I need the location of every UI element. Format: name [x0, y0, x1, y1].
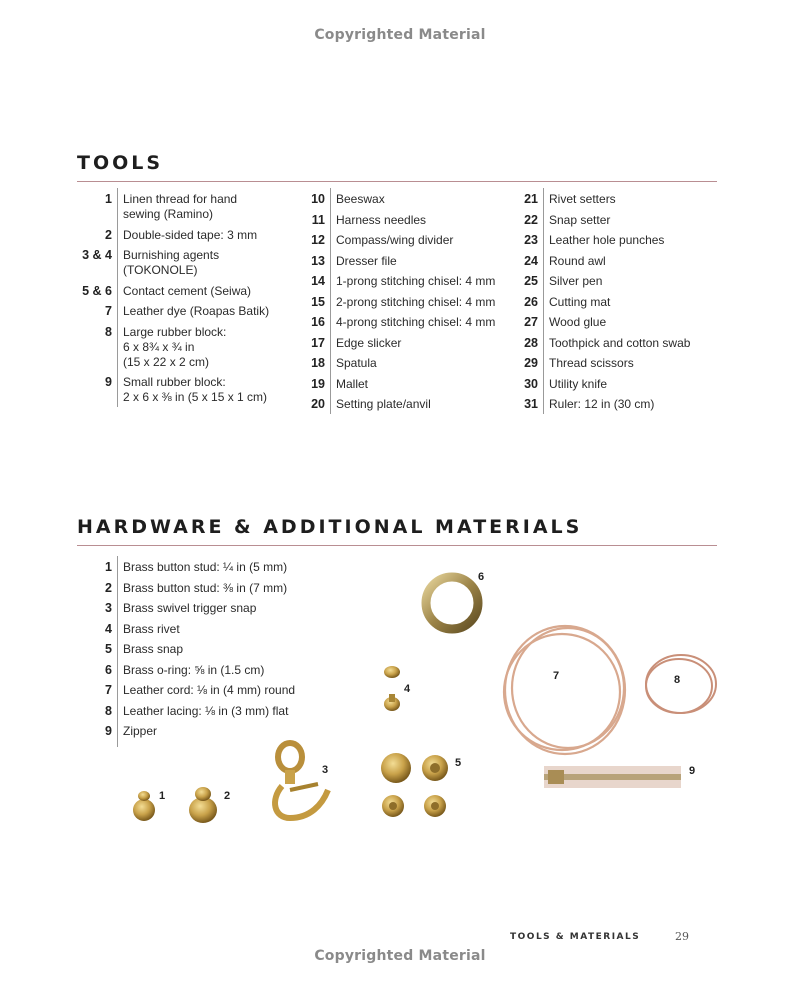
rivet-icon: [384, 666, 400, 711]
leather-lacing-icon: [646, 655, 716, 713]
tools-item-text: Rivet setters: [549, 192, 616, 206]
tools-item-number: 10: [311, 192, 325, 206]
tools-item-number: 31: [524, 397, 538, 411]
button-stud-small-icon: [133, 791, 155, 821]
hardware-heading: HARDWARE & ADDITIONAL MATERIALS: [77, 516, 583, 538]
hardware-item-number: 4: [105, 621, 112, 636]
tools-item-text: Thread scissors: [549, 356, 634, 370]
tools-item-text: 2-prong stitching chisel: 4 mm: [336, 294, 496, 309]
footer-section-label: TOOLS & MATERIALS: [510, 932, 641, 942]
hardware-item-number: 5: [105, 642, 112, 656]
tools-item-text: Leather hole punches: [549, 233, 665, 247]
callout-1: 1: [159, 790, 166, 802]
tools-heading: TOOLS: [77, 152, 164, 174]
hardware-item-number: 7: [105, 683, 112, 697]
tools-item-number: 21: [524, 192, 538, 206]
tools-item-number: 8: [105, 324, 112, 339]
hardware-item-text: Brass o-ring: ⅝ in (1.5 cm): [123, 662, 265, 677]
tools-item-text: Compass/wing divider: [336, 233, 454, 247]
tools-item-text: Contact cement (Seiwa): [123, 283, 252, 298]
callout-3: 3: [322, 764, 329, 776]
hardware-item-number: 9: [105, 724, 112, 738]
o-ring-icon: [426, 577, 478, 629]
tools-item-text: Beeswax: [336, 192, 385, 206]
tools-item-text: Cutting mat: [549, 294, 611, 309]
hardware-item-number: 6: [105, 662, 112, 677]
tools-item-text: Dresser file: [336, 253, 397, 268]
tools-item-number: 9: [105, 375, 112, 389]
tools-item-number: 1: [105, 192, 112, 206]
tools-item-text: Double-sided tape: 3 mm: [123, 227, 258, 242]
callout-4: 4: [404, 683, 411, 695]
leather-cord-icon: [504, 626, 625, 754]
tools-item-text: 4-prong stitching chisel: 4 mm: [336, 315, 496, 329]
hardware-item-text: Brass button stud: ⅜ in (7 mm): [123, 580, 288, 595]
page-number: 29: [675, 930, 689, 943]
tools-item-number: 12: [311, 233, 325, 247]
tools-item-number: 11: [311, 212, 325, 227]
tools-item-number: 22: [524, 212, 538, 227]
tools-item-text: Linen thread for hand sewing (Ramino): [123, 192, 238, 221]
tools-item-number: 2: [105, 227, 112, 242]
tools-item-text: Leather dye (Roapas Batik): [123, 304, 270, 318]
tools-item-number: 28: [524, 335, 538, 350]
tools-item-number: 29: [524, 356, 538, 370]
hardware-item-text: Brass snap: [123, 642, 184, 656]
copyright-watermark-bottom: Copyrighted Material: [314, 948, 486, 964]
tools-item-text: Mallet: [336, 376, 369, 391]
snap-icon: [381, 753, 448, 817]
tools-item-text: Toothpick and cotton swab: [549, 335, 691, 350]
hardware-item-text: Brass rivet: [123, 621, 180, 636]
tools-item-text: Large rubber block: 6 x 8¾ x ¾ in (15 x 22 x 2 cm): [123, 324, 227, 369]
hardware-item-text: Leather cord: ⅛ in (4 mm) round: [123, 683, 296, 697]
hardware-item-number: 8: [105, 703, 112, 718]
tools-item-text: 1-prong stitching chisel: 4 mm: [336, 274, 496, 288]
tools-item-number: 14: [311, 274, 325, 288]
callout-6: 6: [478, 571, 485, 583]
hardware-item-number: 2: [105, 580, 112, 595]
hardware-item-number: 3: [105, 601, 112, 615]
callout-8: 8: [674, 674, 681, 686]
copyright-watermark-top: Copyrighted Material: [314, 27, 486, 43]
tools-item-text: Setting plate/anvil: [336, 397, 431, 411]
tools-item-number: 24: [524, 253, 538, 268]
callout-7: 7: [553, 670, 560, 682]
tools-item-number: 18: [311, 356, 325, 370]
tools-item-text: Snap setter: [549, 212, 611, 227]
tools-item-number: 20: [311, 397, 325, 411]
button-stud-large-icon: [189, 787, 217, 823]
hardware-item-number: 1: [105, 560, 112, 574]
tools-item-number: 30: [524, 376, 538, 391]
tools-item-number: 5 & 6: [82, 283, 112, 298]
tools-item-text: Silver pen: [549, 274, 603, 288]
tools-item-number: 26: [524, 294, 538, 309]
tools-item-number: 16: [311, 315, 325, 329]
callout-2: 2: [224, 790, 231, 802]
tools-item-number: 19: [311, 376, 325, 391]
tools-item-text: Utility knife: [549, 376, 608, 391]
tools-item-text: Wood glue: [549, 315, 607, 329]
zipper-icon: [544, 766, 681, 788]
tools-item-number: 27: [524, 315, 538, 329]
tools-item-number: 15: [311, 294, 325, 309]
callout-5: 5: [455, 757, 462, 769]
tools-item-text: Ruler: 12 in (30 cm): [549, 397, 655, 411]
tools-item-number: 25: [524, 274, 538, 288]
hardware-item-text: Leather lacing: ⅛ in (3 mm) flat: [123, 703, 289, 718]
callout-9: 9: [689, 765, 696, 777]
tools-item-number: 13: [311, 253, 325, 268]
hardware-item-text: Brass swivel trigger snap: [123, 601, 257, 615]
tools-item-number: 7: [105, 304, 112, 318]
hardware-item-text: Zipper: [123, 724, 158, 738]
tools-item-text: Harness needles: [336, 212, 427, 227]
tools-item-text: Burnishing agents (TOKONOLE): [123, 248, 220, 277]
tools-item-text: Spatula: [336, 356, 377, 370]
tools-item-number: 23: [524, 233, 538, 247]
tools-item-text: Round awl: [549, 253, 606, 268]
trigger-snap-icon: [275, 743, 328, 818]
tools-item-text: Edge slicker: [336, 335, 402, 350]
tools-item-number: 17: [311, 335, 325, 350]
tools-item-number: 3 & 4: [82, 248, 112, 262]
tools-item-text: Small rubber block: 2 x 6 x ⅜ in (5 x 15 x 1 cm): [123, 375, 268, 404]
hardware-item-text: Brass button stud: ¼ in (5 mm): [123, 560, 288, 574]
